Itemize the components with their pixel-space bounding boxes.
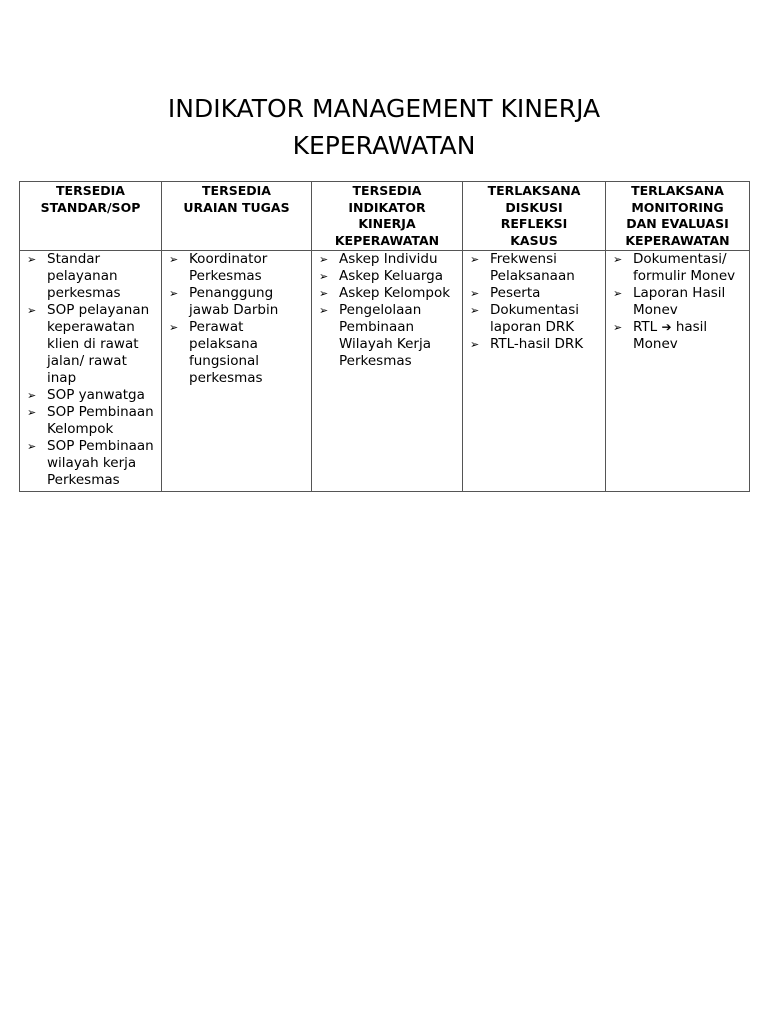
list-item: ➢ Standar pelayanan perkesmas <box>27 251 121 301</box>
list-item: ➢ SOP Pembinaan wilayah kerja Perkesmas <box>27 438 154 488</box>
list-item: ➢ Laporan Hasil Monev <box>613 285 726 318</box>
title-line-1: INDIKATOR MANAGEMENT KINERJA <box>167 94 601 123</box>
header-standar-sop: TERSEDIA STANDAR/SOP <box>20 182 162 251</box>
arrow-bullet-icon: ➢ <box>27 389 37 402</box>
arrow-bullet-icon: ➢ <box>613 321 623 334</box>
list-item: ➢ SOP Pembinaan Kelompok <box>27 404 154 437</box>
table-body-row <box>20 251 750 492</box>
list-item: ➢ Peserta <box>470 285 541 301</box>
list-uraian-tugas <box>166 251 307 387</box>
page-title <box>0 90 768 164</box>
list-item: ➢ RTL-hasil DRK <box>470 336 584 352</box>
cell-diskusi-refleksi-kasus <box>463 251 606 492</box>
list-item: ➢ Dokumentasi laporan DRK <box>470 302 579 335</box>
table-header-row <box>20 182 750 251</box>
arrow-bullet-icon: ➢ <box>27 304 37 317</box>
list-item: ➢ Askep Individu <box>319 251 438 267</box>
arrow-bullet-icon: ➢ <box>27 440 37 453</box>
arrow-bullet-icon: ➢ <box>319 253 329 266</box>
arrow-bullet-icon: ➢ <box>27 253 37 266</box>
header-uraian-tugas: TERSEDIA URAIAN TUGAS <box>162 182 312 251</box>
list-item: ➢ Perawat pelaksana fungsional perkesmas <box>169 319 263 386</box>
arrow-bullet-icon: ➢ <box>613 287 623 300</box>
header-monitoring-evaluasi: TERLAKSANA MONITORING DAN EVALUASI KEPERAWATAN <box>606 182 750 251</box>
arrow-bullet-icon: ➢ <box>169 253 179 266</box>
list-item: ➢ Penanggung jawab Darbin <box>169 285 279 318</box>
rtl-before-text: RTL <box>633 319 662 335</box>
arrow-bullet-icon: ➢ <box>470 304 480 317</box>
cell-uraian-tugas <box>162 251 312 492</box>
indicator-table <box>19 181 750 492</box>
list-item: ➢ SOP yanwatga <box>27 387 145 403</box>
list-item: ➢ Pengelolaan Pembinaan Wilayah Kerja Perkesmas <box>319 302 431 369</box>
list-diskusi-refleksi-kasus <box>467 251 601 353</box>
list-item: ➢ Askep Kelompok <box>319 285 451 301</box>
rtl-after-text: hasil Monev <box>633 319 708 352</box>
list-item <box>610 319 745 353</box>
arrow-bullet-icon: ➢ <box>169 287 179 300</box>
arrow-bullet-icon: ➢ <box>470 287 480 300</box>
arrow-bullet-icon: ➢ <box>169 321 179 334</box>
list-indikator-kinerja <box>316 251 458 370</box>
arrow-bullet-icon: ➢ <box>27 406 37 419</box>
list-item: ➢ Frekwensi Pelaksanaan <box>470 251 575 284</box>
arrow-bullet-icon: ➢ <box>613 253 623 266</box>
right-arrow-icon: ➔ <box>661 320 672 334</box>
list-monitoring-evaluasi <box>610 251 745 353</box>
arrow-bullet-icon: ➢ <box>319 270 329 283</box>
header-indikator-kinerja: TERSEDIA INDIKATOR KINERJA KEPERAWATAN <box>312 182 463 251</box>
arrow-bullet-icon: ➢ <box>319 304 329 317</box>
title-line-2: KEPERAWATAN <box>292 131 476 160</box>
list-standar-sop <box>24 251 157 489</box>
arrow-bullet-icon: ➢ <box>470 338 480 351</box>
cell-monitoring-evaluasi <box>606 251 750 492</box>
list-item: ➢ Askep Keluarga <box>319 268 443 284</box>
header-diskusi-refleksi-kasus: TERLAKSANA DISKUSI REFLEKSI KASUS <box>463 182 606 251</box>
arrow-bullet-icon: ➢ <box>470 253 480 266</box>
list-item: ➢ SOP pelayanan keperawatan klien di rawat jalan/ rawat inap <box>27 302 150 386</box>
cell-indikator-kinerja <box>312 251 463 492</box>
list-item: ➢ Dokumentasi/ formulir Monev <box>613 251 736 284</box>
cell-standar-sop <box>20 251 162 492</box>
list-item: ➢ Koordinator Perkesmas <box>169 251 268 284</box>
arrow-bullet-icon: ➢ <box>319 287 329 300</box>
